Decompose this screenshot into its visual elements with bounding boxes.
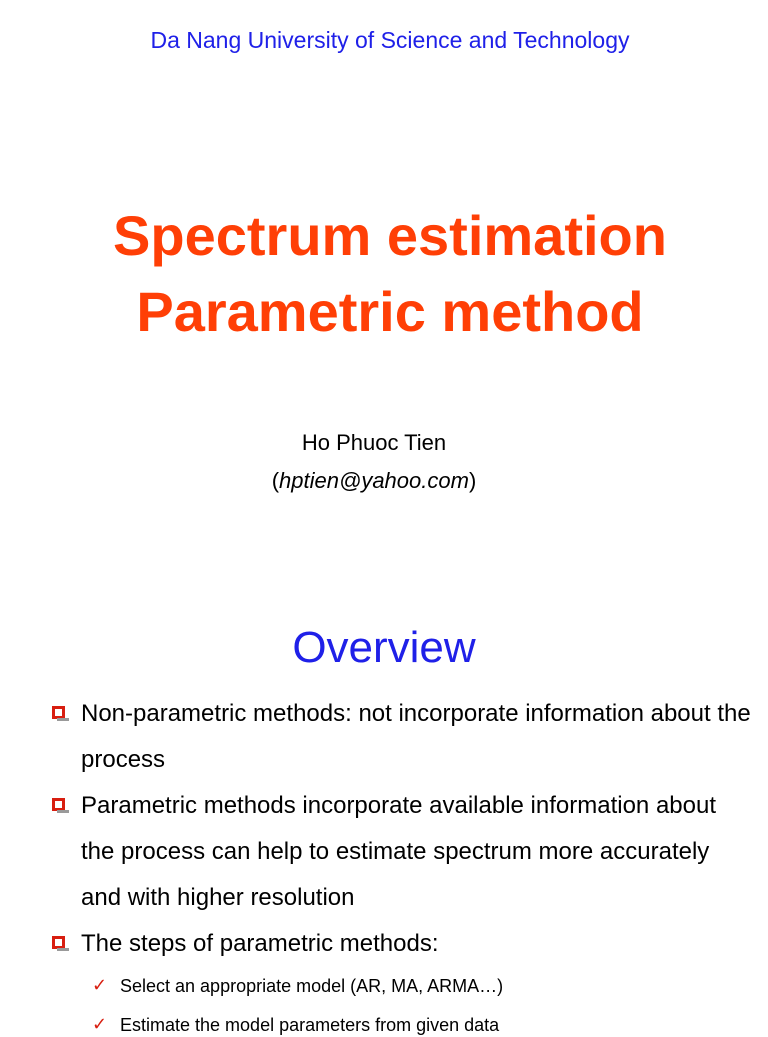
bullet-item [52, 691, 752, 783]
author-email: hptien@yahoo.com [279, 468, 469, 493]
bullet-text: Parametric methods incorporate available information about the process can help to estimate spectrum more accurately and with higher resolution [81, 792, 717, 911]
sub-bullet-text: Select an appropriate model (AR, MA, ARMA…) [120, 976, 504, 996]
bullet-text: The steps of parametric methods: [81, 930, 439, 957]
square-bullet-icon [52, 706, 65, 719]
checkmark-icon: ✓ [92, 975, 108, 996]
overview-slide [0, 576, 768, 1035]
sub-bullet-item [92, 1013, 752, 1037]
bullet-text: Non-parametric methods: not incorporate information about the process [81, 700, 751, 773]
email-close-paren: ) [468, 468, 477, 493]
author-email-line [0, 466, 748, 496]
sub-bullet-item [92, 974, 752, 998]
email-open-paren: ( [271, 468, 280, 493]
bullet-item [52, 783, 752, 921]
bullet-item [52, 921, 752, 967]
university-name: Da Nang University of Science and Technology [150, 27, 630, 53]
slide-title-line-2: Parametric method [136, 280, 644, 343]
square-bullet-icon [52, 936, 65, 949]
sub-bullet-text: Estimate the model parameters from given data [120, 1015, 500, 1035]
checkmark-icon: ✓ [92, 1014, 108, 1035]
slide-title-line-1: Spectrum estimation [113, 204, 667, 267]
author-name: Ho Phuoc Tien [301, 430, 447, 455]
square-bullet-icon [52, 798, 65, 811]
overview-title: Overview [292, 623, 476, 672]
